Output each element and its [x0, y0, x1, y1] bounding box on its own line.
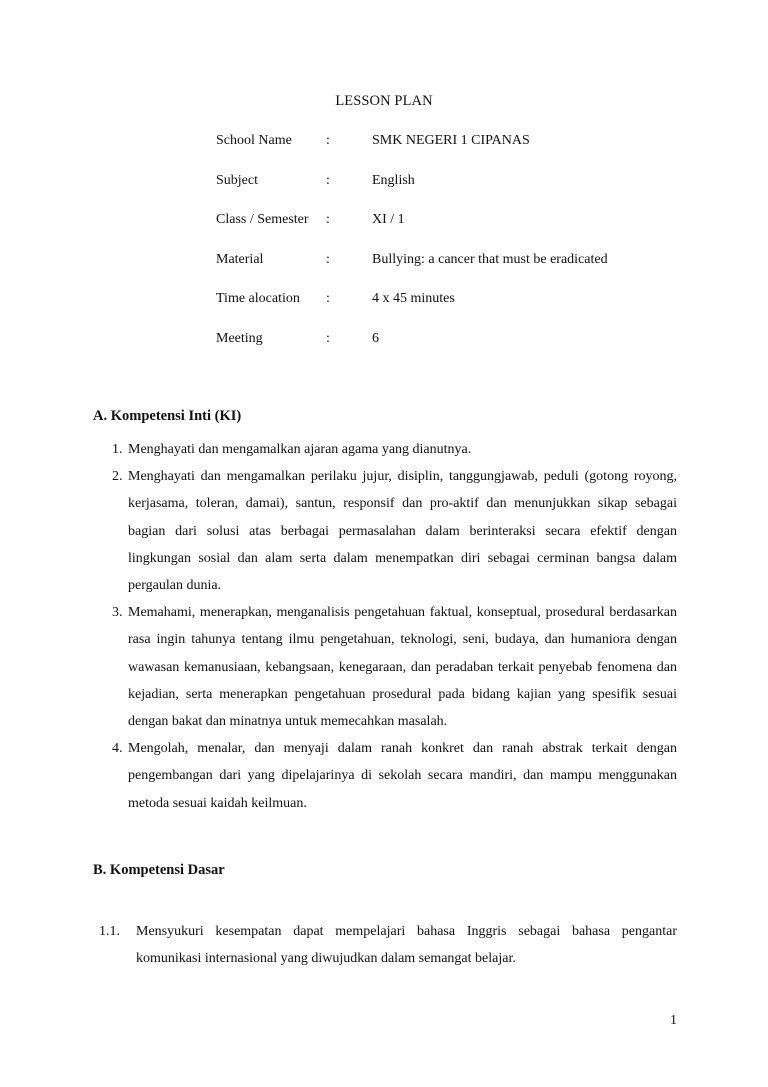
- info-colon: :: [326, 291, 330, 307]
- item-number: 1.: [112, 442, 123, 457]
- list-item: [93, 436, 677, 463]
- info-value: XI / 1: [372, 212, 405, 228]
- item-number: 2.: [112, 469, 123, 485]
- item-text: Menghayati dan mengamalkan ajaran agama yang dianutnya.: [128, 442, 472, 457]
- info-value: 4 x 45 minutes: [372, 291, 455, 307]
- section-heading-kompetensi-dasar: B. Kompetensi Dasar: [93, 862, 225, 878]
- item-number: 4.: [112, 741, 123, 757]
- list-item: [93, 735, 677, 817]
- info-label: Meeting: [216, 330, 263, 346]
- item-text: Memahami, menerapkan, menganalisis pengetahuan faktual, konseptual, prosedural berdasarkan rasa ingin tahunya tentang ilmu pengetahuan, teknologi, seni, budaya, dan humaniora dengan wawasan kemanusiaan, kebangsaan, kenegaraan, dan peradaban terkait penyebab fenomena dan kejadian, serta menerapkan pengetahuan prosedural pada bidang kajian yang spesifik sesuai dengan bakat dan minatnya untuk memecahkan masalah.: [128, 605, 677, 730]
- kompetensi-dasar-list: [93, 918, 677, 972]
- section-heading-kompetensi-inti: A. Kompetensi Inti (KI): [93, 408, 242, 424]
- info-value: 6: [372, 330, 379, 346]
- kompetensi-inti-list: [93, 436, 677, 817]
- page-title: [0, 93, 768, 110]
- lesson-plan-title: LESSON PLAN: [335, 93, 433, 109]
- info-colon: :: [326, 251, 330, 267]
- info-colon: :: [326, 330, 330, 346]
- list-item: [93, 918, 677, 972]
- info-label: Class / Semester: [216, 212, 309, 228]
- list-item: [93, 599, 677, 735]
- info-label: Material: [216, 251, 264, 267]
- item-text: Mengolah, menalar, dan menyaji dalam ranah konkret dan ranah abstrak terkait dengan pengembangan dari yang dipelajarinya di sekolah secara mandiri, dan mampu menggunakan metoda sesuai kaidah keilmuan.: [128, 741, 677, 811]
- info-value: SMK NEGERI 1 CIPANAS: [372, 133, 530, 148]
- info-colon: :: [326, 212, 330, 228]
- info-colon: :: [326, 133, 330, 148]
- list-item: [93, 463, 677, 599]
- info-label: School Name: [216, 133, 292, 148]
- item-number: 1.1.: [99, 924, 120, 939]
- info-value: Bullying: a cancer that must be eradicated: [372, 251, 608, 267]
- info-label: Subject: [216, 172, 258, 188]
- item-number: 3.: [112, 605, 123, 621]
- page-number: 1: [670, 1013, 677, 1028]
- item-text: Menghayati dan mengamalkan perilaku jujur, disiplin, tanggungjawab, peduli (gotong royong, kerjasama, toleran, damai), santun, responsif dan pro-aktif dan menunjukkan sikap sebagai bagian dari solusi atas berbagai permasalahan dalam berinteraksi secara efektif dengan lingkungan sosial dan alam serta dalam menempatkan diri sebagai cerminan bangsa dalam pergaulan dunia.: [128, 469, 677, 594]
- info-colon: :: [326, 172, 330, 188]
- item-text: Mensyukuri kesempatan dapat mempelajari bahasa Inggris sebagai bahasa pengantar komunikasi internasional yang diwujudkan dalam semangat belajar.: [136, 924, 677, 967]
- info-value: English: [372, 172, 415, 188]
- info-label: Time alocation: [216, 291, 300, 307]
